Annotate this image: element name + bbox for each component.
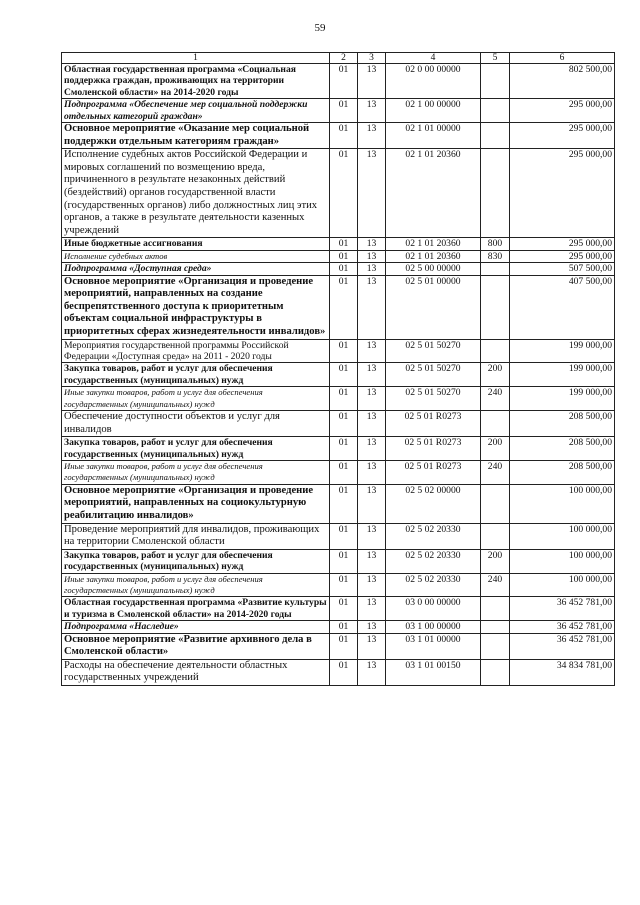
- row-subsection-cell: 13: [358, 123, 386, 149]
- table-row: [62, 275, 615, 339]
- row-amount-cell: 36 452 781,00: [510, 621, 615, 633]
- row-amount-cell: 34 834 781,00: [510, 659, 615, 685]
- row-subsection-cell: 13: [358, 484, 386, 523]
- row-section-cell: 01: [330, 597, 358, 621]
- row-section-cell: 01: [330, 461, 358, 485]
- row-subsection-cell: 13: [358, 387, 386, 411]
- table-row: [62, 633, 615, 659]
- row-expense-type-cell: 240: [481, 573, 510, 597]
- row-subsection-cell: 13: [358, 633, 386, 659]
- row-expense-type-cell: 240: [481, 387, 510, 411]
- row-subsection-cell: 13: [358, 99, 386, 123]
- row-subsection-cell: 13: [358, 523, 386, 549]
- row-amount-cell: 199 000,00: [510, 363, 615, 387]
- row-amount-cell: 100 000,00: [510, 484, 615, 523]
- row-expense-type-cell: [481, 99, 510, 123]
- row-section-cell: 01: [330, 64, 358, 99]
- row-subsection-cell: 13: [358, 437, 386, 461]
- table-row: [62, 363, 615, 387]
- column-header-3: 3: [358, 53, 386, 64]
- column-header-6: 6: [510, 53, 615, 64]
- table-row: [62, 659, 615, 685]
- row-name-cell: Иные закупки товаров, работ и услуг для обеспечения государственных (муниципальных) нужд: [62, 387, 330, 411]
- row-amount-cell: 100 000,00: [510, 523, 615, 549]
- row-expense-type-cell: [481, 339, 510, 363]
- row-amount-cell: 295 000,00: [510, 250, 615, 262]
- row-subsection-cell: 13: [358, 461, 386, 485]
- row-amount-cell: 295 000,00: [510, 123, 615, 149]
- row-name-cell: Иные закупки товаров, работ и услуг для обеспечения государственных (муниципальных) нужд: [62, 461, 330, 485]
- table-row: [62, 484, 615, 523]
- table-header-row: [62, 53, 615, 64]
- table-row: [62, 437, 615, 461]
- table-row: [62, 411, 615, 437]
- row-section-cell: 01: [330, 621, 358, 633]
- row-target-code-cell: 03 1 01 00000: [386, 633, 481, 659]
- row-name-cell: Иные бюджетные ассигнования: [62, 238, 330, 250]
- row-expense-type-cell: 200: [481, 549, 510, 573]
- row-expense-type-cell: 800: [481, 238, 510, 250]
- row-section-cell: 01: [330, 387, 358, 411]
- row-target-code-cell: 03 1 00 00000: [386, 621, 481, 633]
- row-section-cell: 01: [330, 275, 358, 339]
- row-section-cell: 01: [330, 339, 358, 363]
- row-amount-cell: 407 500,00: [510, 275, 615, 339]
- row-subsection-cell: 13: [358, 250, 386, 262]
- row-amount-cell: 208 500,00: [510, 461, 615, 485]
- row-name-cell: Исполнение судебных актов: [62, 250, 330, 262]
- row-expense-type-cell: [481, 621, 510, 633]
- row-target-code-cell: 02 5 02 20330: [386, 549, 481, 573]
- column-header-1: 1: [62, 53, 330, 64]
- row-expense-type-cell: [481, 149, 510, 238]
- column-header-5: 5: [481, 53, 510, 64]
- row-amount-cell: 199 000,00: [510, 339, 615, 363]
- table-row: [62, 99, 615, 123]
- row-expense-type-cell: [481, 263, 510, 275]
- row-subsection-cell: 13: [358, 573, 386, 597]
- table-row: [62, 549, 615, 573]
- row-name-cell: Областная государственная программа «Социальная поддержка граждан, проживающих на территории Смоленской области» на 2014-2020 годы: [62, 64, 330, 99]
- row-name-cell: Закупка товаров, работ и услуг для обеспечения государственных (муниципальных) нужд: [62, 363, 330, 387]
- row-amount-cell: 208 500,00: [510, 437, 615, 461]
- table-row: [62, 523, 615, 549]
- row-subsection-cell: 13: [358, 64, 386, 99]
- row-amount-cell: 100 000,00: [510, 573, 615, 597]
- table-row: [62, 123, 615, 149]
- row-target-code-cell: 02 5 01 R0273: [386, 437, 481, 461]
- row-name-cell: Закупка товаров, работ и услуг для обеспечения государственных (муниципальных) нужд: [62, 437, 330, 461]
- row-amount-cell: 36 452 781,00: [510, 597, 615, 621]
- row-expense-type-cell: 200: [481, 363, 510, 387]
- row-section-cell: 01: [330, 484, 358, 523]
- row-expense-type-cell: [481, 523, 510, 549]
- row-subsection-cell: 13: [358, 621, 386, 633]
- row-section-cell: 01: [330, 523, 358, 549]
- table-row: [62, 573, 615, 597]
- row-section-cell: 01: [330, 99, 358, 123]
- row-section-cell: 01: [330, 549, 358, 573]
- row-expense-type-cell: [481, 64, 510, 99]
- row-subsection-cell: 13: [358, 339, 386, 363]
- row-target-code-cell: 02 5 01 00000: [386, 275, 481, 339]
- row-name-cell: Основное мероприятие «Организация и проведение мероприятий, направленных на создание беспрепятственного доступа к приоритетным объектам социальной инфраструктуры в приоритетных сферах жизнедеятельности инвалидов»: [62, 275, 330, 339]
- row-section-cell: 01: [330, 437, 358, 461]
- row-subsection-cell: 13: [358, 659, 386, 685]
- row-name-cell: Основное мероприятие «Организация и проведение мероприятий, направленных на социокультурную реабилитацию инвалидов»: [62, 484, 330, 523]
- row-section-cell: 01: [330, 263, 358, 275]
- table-row: [62, 149, 615, 238]
- row-name-cell: Расходы на обеспечение деятельности областных государственных учреждений: [62, 659, 330, 685]
- row-subsection-cell: 13: [358, 238, 386, 250]
- row-name-cell: Подпрограмма «Доступная среда»: [62, 263, 330, 275]
- table-body: [62, 64, 615, 686]
- table-row: [62, 597, 615, 621]
- row-amount-cell: 199 000,00: [510, 387, 615, 411]
- row-target-code-cell: 02 5 01 R0273: [386, 411, 481, 437]
- row-expense-type-cell: [481, 597, 510, 621]
- table-row: [62, 387, 615, 411]
- row-target-code-cell: 02 5 02 20330: [386, 523, 481, 549]
- row-expense-type-cell: [481, 484, 510, 523]
- row-amount-cell: 36 452 781,00: [510, 633, 615, 659]
- page-number: 59: [314, 22, 326, 34]
- row-target-code-cell: 02 5 01 R0273: [386, 461, 481, 485]
- table-row: [62, 339, 615, 363]
- row-section-cell: 01: [330, 363, 358, 387]
- row-amount-cell: 295 000,00: [510, 149, 615, 238]
- table-row: [62, 621, 615, 633]
- row-subsection-cell: 13: [358, 411, 386, 437]
- row-expense-type-cell: [481, 123, 510, 149]
- row-subsection-cell: 13: [358, 549, 386, 573]
- row-target-code-cell: 02 5 00 00000: [386, 263, 481, 275]
- row-amount-cell: 295 000,00: [510, 99, 615, 123]
- row-expense-type-cell: 240: [481, 461, 510, 485]
- row-expense-type-cell: [481, 275, 510, 339]
- row-amount-cell: 100 000,00: [510, 549, 615, 573]
- row-target-code-cell: 02 5 02 00000: [386, 484, 481, 523]
- row-section-cell: 01: [330, 659, 358, 685]
- row-name-cell: Обеспечение доступности объектов и услуг для инвалидов: [62, 411, 330, 437]
- row-section-cell: 01: [330, 411, 358, 437]
- table-row: [62, 250, 615, 262]
- table-row: [62, 461, 615, 485]
- row-name-cell: Проведение мероприятий для инвалидов, проживающих на территории Смоленской области: [62, 523, 330, 549]
- row-amount-cell: 802 500,00: [510, 64, 615, 99]
- budget-table: [61, 52, 615, 686]
- row-target-code-cell: 03 0 00 00000: [386, 597, 481, 621]
- row-target-code-cell: 02 5 02 20330: [386, 573, 481, 597]
- row-target-code-cell: 02 1 01 20360: [386, 149, 481, 238]
- row-name-cell: Подпрограмма «Наследие»: [62, 621, 330, 633]
- row-name-cell: Подпрограмма «Обеспечение мер социальной поддержки отдельных категорий граждан»: [62, 99, 330, 123]
- row-section-cell: 01: [330, 250, 358, 262]
- row-target-code-cell: 02 1 01 00000: [386, 123, 481, 149]
- row-subsection-cell: 13: [358, 363, 386, 387]
- row-target-code-cell: 02 5 01 50270: [386, 339, 481, 363]
- row-name-cell: Иные закупки товаров, работ и услуг для обеспечения государственных (муниципальных) нужд: [62, 573, 330, 597]
- row-name-cell: Мероприятия государственной программы Российской Федерации «Доступная среда» на 2011 - 2020 годы: [62, 339, 330, 363]
- row-amount-cell: 208 500,00: [510, 411, 615, 437]
- row-amount-cell: 507 500,00: [510, 263, 615, 275]
- column-header-2: 2: [330, 53, 358, 64]
- row-name-cell: Основное мероприятие «Оказание мер социальной поддержки отдельным категориям граждан»: [62, 123, 330, 149]
- row-target-code-cell: 02 1 01 20360: [386, 238, 481, 250]
- column-header-4: 4: [386, 53, 481, 64]
- row-name-cell: Закупка товаров, работ и услуг для обеспечения государственных (муниципальных) нужд: [62, 549, 330, 573]
- table-row: [62, 64, 615, 99]
- row-name-cell: Основное мероприятие «Развитие архивного дела в Смоленской области»: [62, 633, 330, 659]
- row-target-code-cell: 02 5 01 50270: [386, 363, 481, 387]
- row-target-code-cell: 02 0 00 00000: [386, 64, 481, 99]
- row-target-code-cell: 02 1 01 20360: [386, 250, 481, 262]
- row-section-cell: 01: [330, 149, 358, 238]
- row-expense-type-cell: [481, 659, 510, 685]
- row-expense-type-cell: 200: [481, 437, 510, 461]
- row-target-code-cell: 03 1 01 00150: [386, 659, 481, 685]
- row-subsection-cell: 13: [358, 263, 386, 275]
- row-subsection-cell: 13: [358, 597, 386, 621]
- table-row: [62, 238, 615, 250]
- row-subsection-cell: 13: [358, 275, 386, 339]
- row-target-code-cell: 02 5 01 50270: [386, 387, 481, 411]
- table-row: [62, 263, 615, 275]
- row-name-cell: Областная государственная программа «Развитие культуры и туризма в Смоленской области» на 2014-2020 годы: [62, 597, 330, 621]
- row-expense-type-cell: 830: [481, 250, 510, 262]
- row-name-cell: Исполнение судебных актов Российской Федерации и мировых соглашений по возмещению вреда, причиненного в результате незаконных действий (бездействий) органов государственной власти (государственных органов) либо должностных лиц этих органов, а также в результате деятельности казенных учреждений: [62, 149, 330, 238]
- row-amount-cell: 295 000,00: [510, 238, 615, 250]
- row-expense-type-cell: [481, 633, 510, 659]
- row-section-cell: 01: [330, 238, 358, 250]
- row-target-code-cell: 02 1 00 00000: [386, 99, 481, 123]
- row-section-cell: 01: [330, 573, 358, 597]
- row-section-cell: 01: [330, 123, 358, 149]
- row-section-cell: 01: [330, 633, 358, 659]
- row-expense-type-cell: [481, 411, 510, 437]
- row-subsection-cell: 13: [358, 149, 386, 238]
